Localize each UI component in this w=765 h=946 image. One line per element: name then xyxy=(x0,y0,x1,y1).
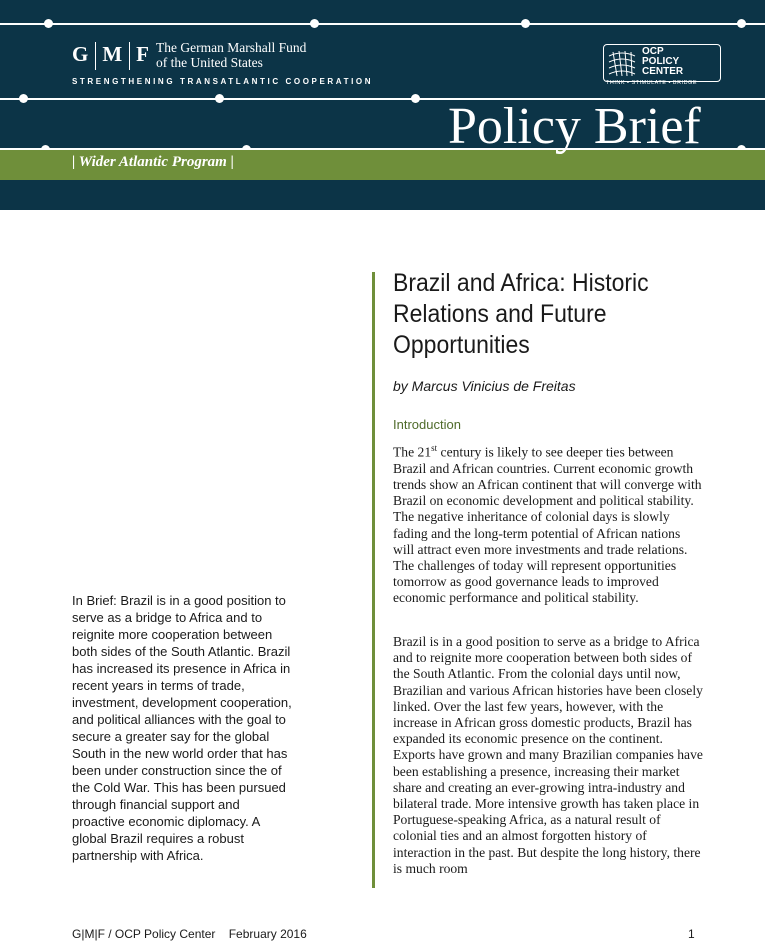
header-rule-top xyxy=(0,23,765,25)
header-banner xyxy=(0,0,765,210)
decorative-dot xyxy=(44,19,53,28)
decorative-dot xyxy=(411,94,420,103)
program-name: | Wider Atlantic Program | xyxy=(72,154,234,170)
section-heading: Introduction xyxy=(393,417,461,432)
in-brief-text: Brazil is in a good position to serve as a bridge to Africa and to reignite more cooperation between both sides of the South Atlantic. Brazil has increased its presence in Africa in recent years in terms of trade, investment, development cooperation, and political alliances with the goal to secure a greater say for the global South in the new world order that has been under construction since the of the Cold War. This has been pursued through financial support and proactive economic diplomacy. A global Brazil requires a robust partnership with Africa. xyxy=(72,593,292,863)
para1-lead: The 21 xyxy=(393,444,432,460)
article-byline: by Marcus Vinicius de Freitas xyxy=(393,378,576,394)
gmf-logo: G M F xyxy=(72,42,150,70)
page-number: 1 xyxy=(688,927,695,941)
decorative-dot xyxy=(310,19,319,28)
document-type: Policy Brief xyxy=(448,98,701,155)
footer-source: G|M|F / OCP Policy Center February 2016 xyxy=(72,927,307,941)
decorative-dot xyxy=(737,19,746,28)
org-name xyxy=(156,40,306,70)
org-tagline: STRENGTHENING TRANSATLANTIC COOPERATION xyxy=(72,77,374,86)
in-brief-box xyxy=(72,592,292,864)
para1-rest: century is likely to see deeper ties between Brazil and African countries. Current economic growth trends show an African continent that will converge with Brazil on economic development and political stability. The negative inheritance of colonial days is slowly fading and the long-term potential of African nations will attract even more investments and trade relations. The challenges of today will represent opportunities tomorrow as good governance leads to improved economic performance and political stability. xyxy=(393,444,702,606)
body-paragraph-2: Brazil is in a good position to serve as a bridge to Africa and to reignite more cooperation between both sides of the South Atlantic. From the colonial days until now, Brazilian and various African histories have been closely linked. Over the last few years, however, with the increase in African gross domestic products, Brazil has expanded its economic presence on the continent. Exports have grown and many Brazilian companies have been establishing a presence, increasing their market share and creating an ever-growing intra-industry and bilateral trade. More intensive growth has taken place in Portuguese-speaking Africa, as a natural result of colonial ties and an almost forgotten history of interaction in the past. But despite the long history, there is much room xyxy=(393,634,703,876)
partner-name xyxy=(642,47,683,77)
partner-tagline: THINK • STIMULATE • BRIDGE xyxy=(606,80,698,86)
ocp-logo xyxy=(603,44,721,82)
body-paragraph-1 xyxy=(393,440,703,607)
org-name-line1: The German Marshall Fund xyxy=(156,40,307,55)
partner-name-line2: POLICY xyxy=(642,56,680,67)
decorative-dot xyxy=(19,94,28,103)
column-divider xyxy=(372,272,375,888)
org-name-line2: of the United States xyxy=(156,55,263,70)
ocp-grid-icon xyxy=(607,48,637,78)
decorative-dot xyxy=(521,19,530,28)
partner-name-line3: CENTER xyxy=(642,66,684,77)
article-title: Brazil and Africa: Historic Relations and Future Opportunities xyxy=(393,269,649,359)
in-brief-label: In Brief: xyxy=(72,593,117,608)
para1-superscript: st xyxy=(431,443,438,453)
partner-name-line1: OCP xyxy=(642,46,664,57)
decorative-dot xyxy=(215,94,224,103)
